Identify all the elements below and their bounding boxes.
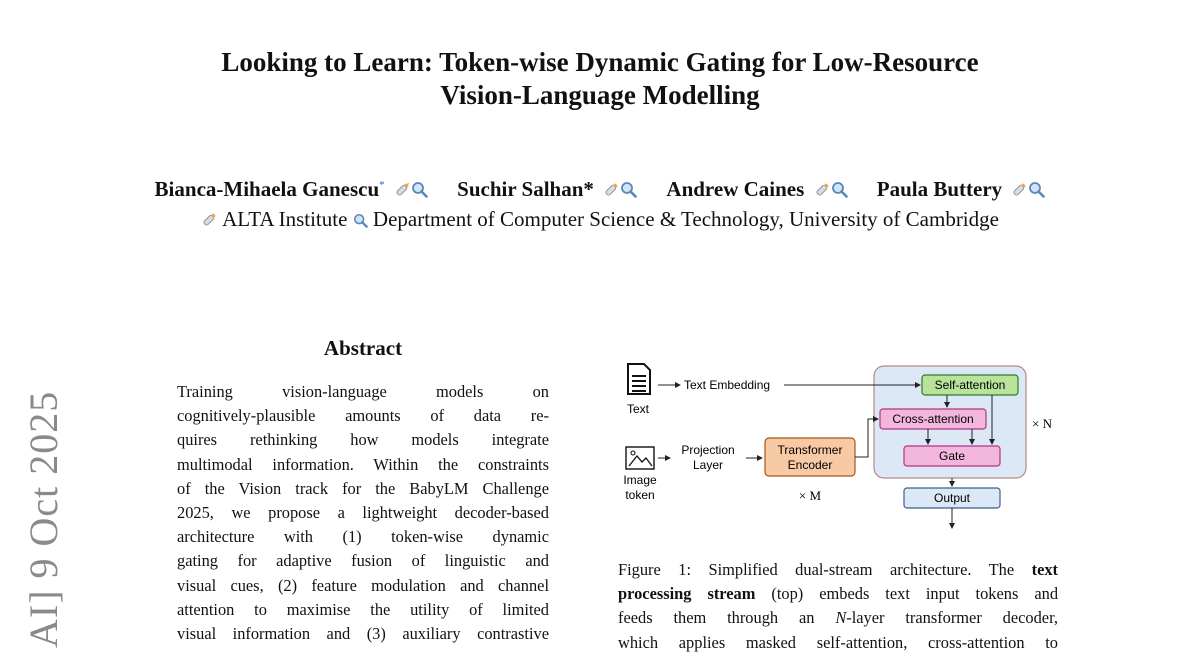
caption-text: (top) embeds text input tokens and <box>755 584 1059 604</box>
abstract-line: 2025, we propose a lightweight decoder-based <box>177 503 549 523</box>
author-salhan <box>457 177 642 201</box>
author-buttery <box>877 177 1046 201</box>
caption-bold: processing stream <box>618 584 756 604</box>
author-name: Andrew Caines <box>666 177 805 201</box>
affiliation-icons <box>814 177 853 201</box>
author-mark: * <box>379 179 385 191</box>
magnifier-icon <box>831 181 848 198</box>
abstract-line: visual cues, (2) feature modulation and channel <box>177 575 549 595</box>
caption-line-2 <box>618 582 1058 606</box>
image-token-line1: Image <box>623 473 657 487</box>
author-name: Bianca-Mihaela Ganescu <box>154 177 380 201</box>
architecture-figure <box>612 356 1072 536</box>
abstract-heading: Abstract <box>323 336 403 360</box>
projection-line1: Projection <box>681 443 735 457</box>
author-list <box>0 170 1200 204</box>
abstract-line: gating for adaptive fusion of linguistic and <box>177 551 549 571</box>
author-caines <box>666 177 852 201</box>
output-label: Output <box>933 491 971 505</box>
title-line-2: Vision-Language Modelling <box>440 80 760 110</box>
cross-attention-label: Cross-attention <box>892 412 974 426</box>
document-icon <box>628 364 650 394</box>
caption-text: feeds them through an <box>618 608 836 628</box>
abstract-line: quires rethinking how models integrate <box>177 430 549 450</box>
title-line-1: Looking to Learn: Token-wise Dynamic Gating for Low-Resource <box>221 47 979 77</box>
image-icon <box>626 447 654 469</box>
projection-line2: Layer <box>692 458 724 472</box>
abstract-line: visual information and (3) auxiliary contrastive <box>177 624 549 644</box>
baby-bottle-icon <box>394 181 411 198</box>
arxiv-stamp: AI] 9 Oct 2025 <box>21 390 66 648</box>
affiliation-icons <box>603 177 642 201</box>
abstract-line: multimodal information. Within the constraints <box>177 454 549 474</box>
affiliation-alta: ALTA Institute <box>222 207 348 231</box>
caption-line-1 <box>618 558 1058 582</box>
abstract-body <box>177 380 549 646</box>
baby-bottle-icon <box>1011 181 1028 198</box>
self-attention-label: Self-attention <box>934 378 1006 392</box>
times-n-label: × N <box>1032 416 1052 431</box>
text-embedding-label: Text Embedding <box>684 378 771 392</box>
encoder-line2: Encoder <box>787 458 833 472</box>
magnifier-icon <box>411 181 428 198</box>
paper-title <box>0 46 1200 112</box>
caption-var: N <box>835 608 847 628</box>
baby-bottle-icon <box>814 181 831 198</box>
abstract-line: attention to maximise the utility of limited <box>177 599 549 619</box>
abstract-line: cognitively-plausible amounts of data re- <box>177 406 549 426</box>
author-ganescu <box>155 177 434 201</box>
caption-prefix: Figure 1: Simplified dual-stream architecture. The <box>618 560 1032 579</box>
author-name: Suchir Salhan* <box>457 177 594 201</box>
text-label: Text <box>626 402 650 416</box>
caption-bold: text <box>1031 560 1058 579</box>
magnifier-icon <box>1028 181 1045 198</box>
baby-bottle-icon <box>603 181 620 198</box>
abstract-line: of the Vision track for the BabyLM Challenge <box>177 478 549 498</box>
caption-line-4: which applies masked self-attention, cross-attention to <box>618 632 1058 652</box>
magnifier-icon <box>620 181 637 198</box>
affiliation-icons <box>1011 177 1045 201</box>
gate-label: Gate <box>938 449 966 463</box>
image-token-line2: token <box>625 488 655 502</box>
affiliation-line <box>0 204 1200 234</box>
affiliation-cs: Department of Computer Science & Technology, University of Cambridge <box>372 207 999 231</box>
affiliation-icons <box>394 177 433 201</box>
encoder-line1: Transformer <box>777 443 843 457</box>
times-m-label: × M <box>798 488 822 503</box>
author-block <box>0 170 1200 234</box>
magnifier-icon <box>353 213 368 228</box>
figure-caption <box>618 558 1058 655</box>
abstract-line: architecture with (1) token-wise dynamic <box>177 527 549 547</box>
caption-line-3 <box>618 606 1058 630</box>
author-name: Paula Buttery <box>876 177 1003 201</box>
abstract-line: Training vision-language models on <box>177 382 549 401</box>
baby-bottle-icon <box>201 211 218 228</box>
caption-text: -layer transformer decoder, <box>846 608 1058 628</box>
